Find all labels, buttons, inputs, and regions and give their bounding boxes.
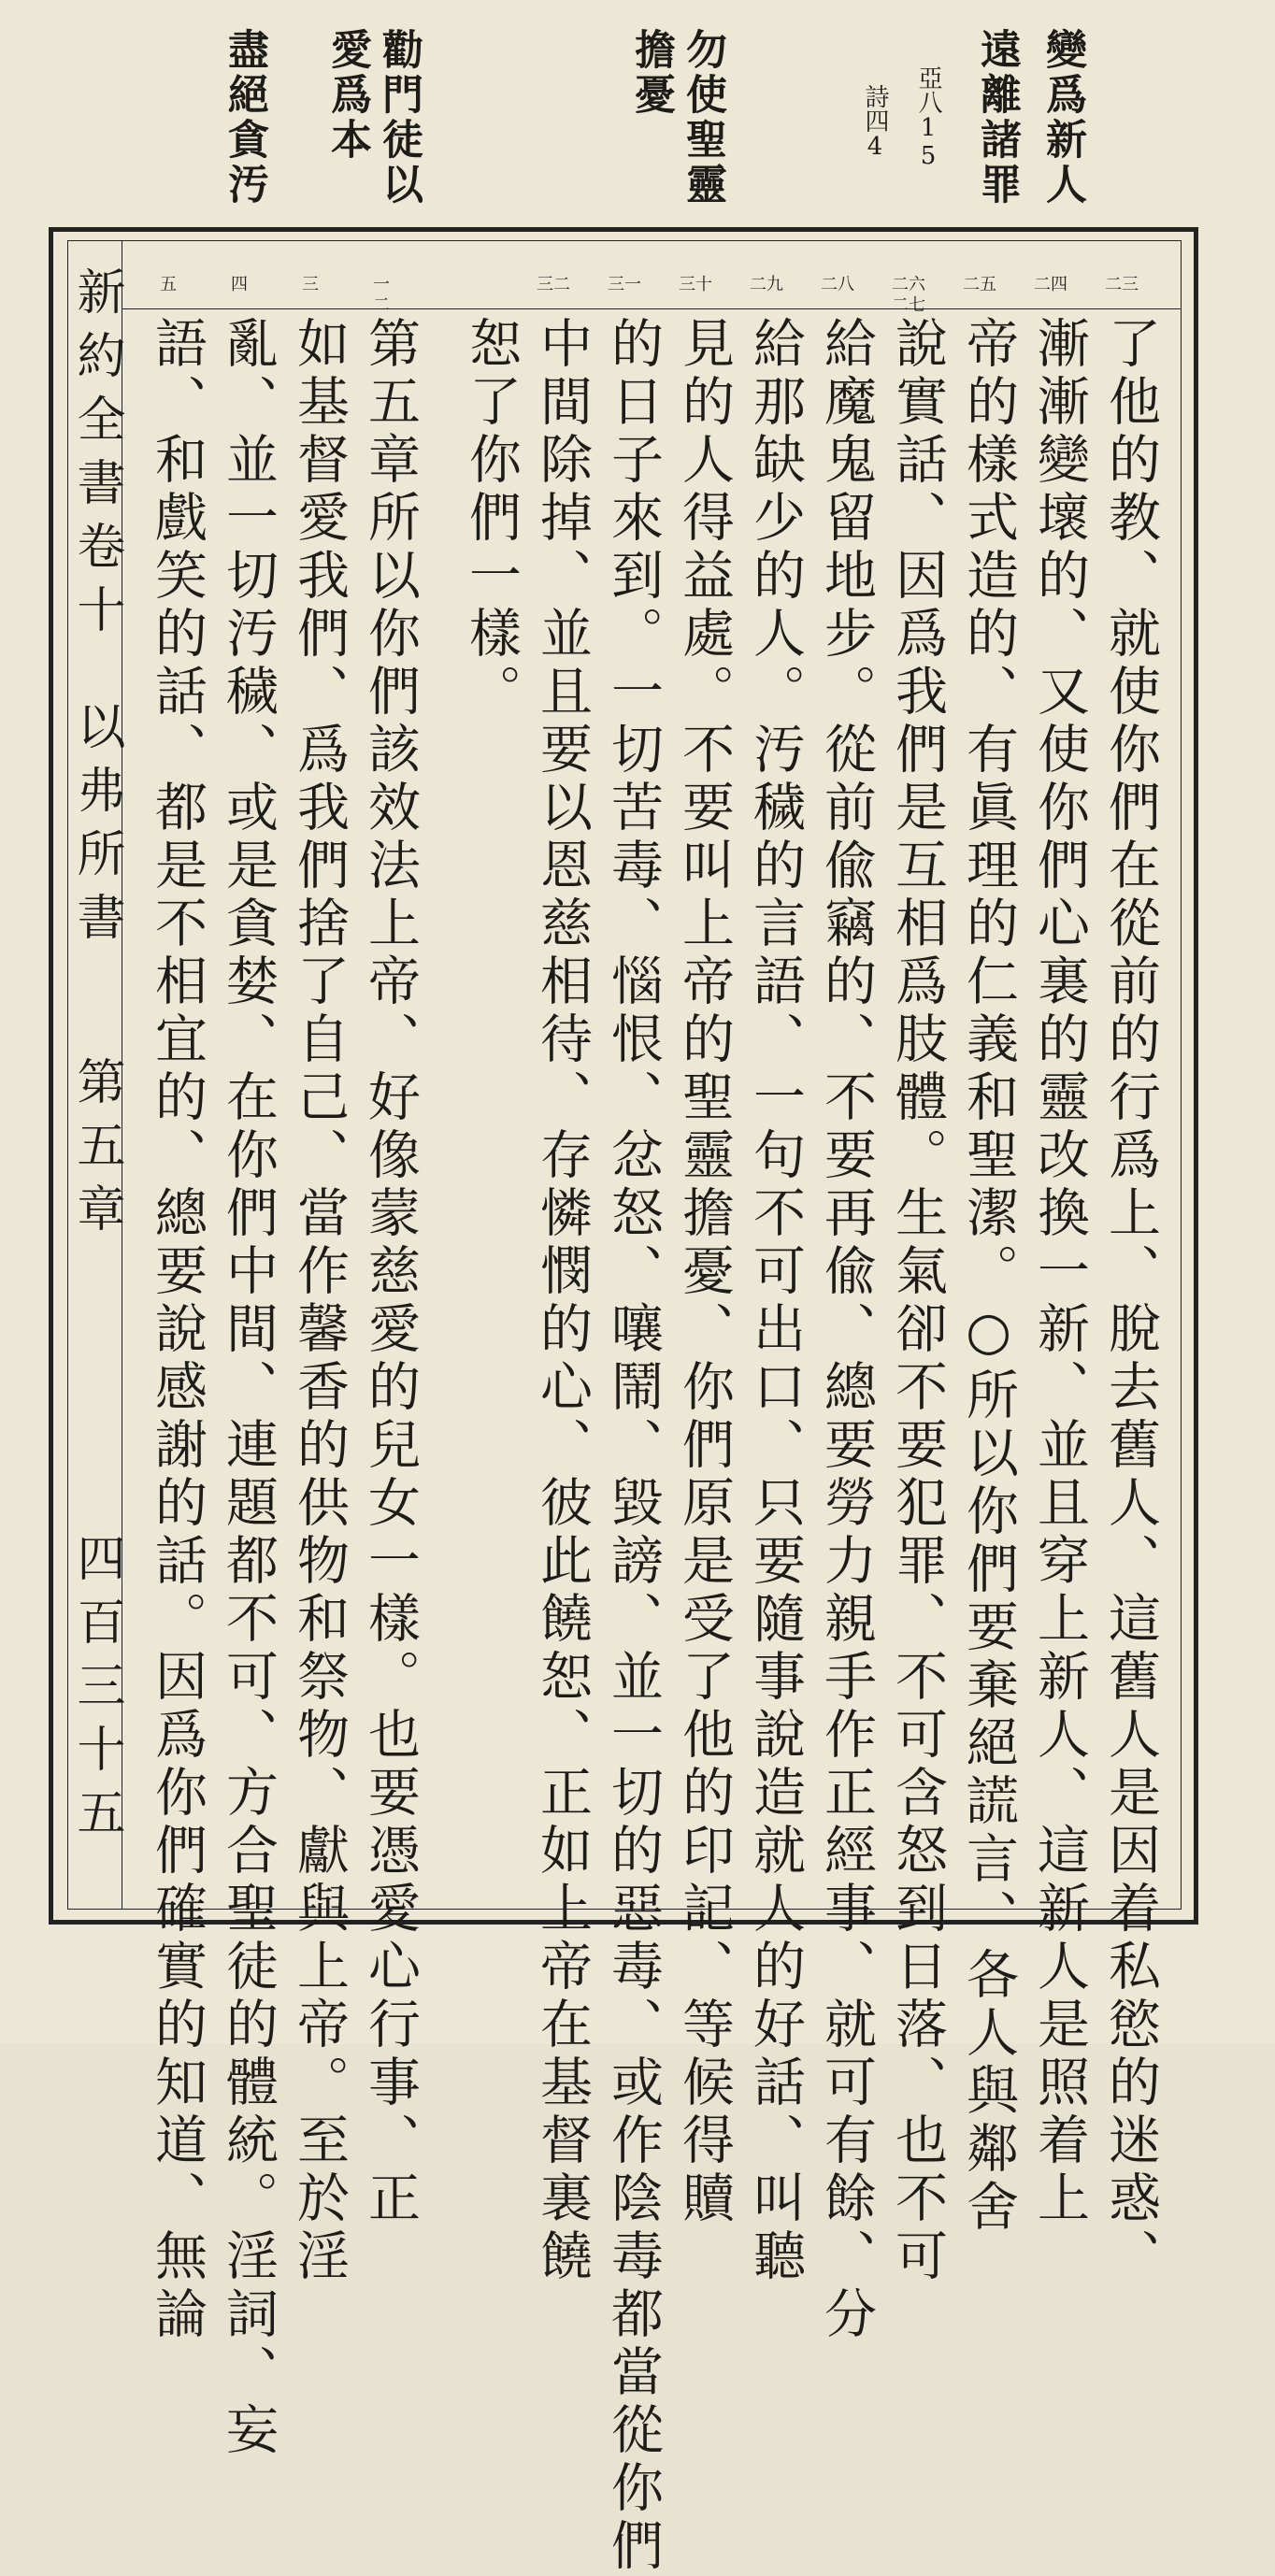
text-column-6: 給那缺少的人。汚穢的言語、一句不可出口、只要隨事說造就人的好話、叫聽 xyxy=(745,316,806,2286)
top-note-ref-2: 詩四4 xyxy=(861,84,889,161)
verse-number: 二九 xyxy=(750,275,783,294)
verse-number: 二六 xyxy=(892,275,925,294)
text-column-11: 第五章所以你們該效法上帝、好像蒙慈愛的兒女一樣。也要憑愛心行事、正 xyxy=(360,316,421,2228)
top-note-3: 勿使聖靈 xyxy=(679,28,726,208)
verse-number: 二三 xyxy=(1105,275,1139,294)
book-name: 以弗所書 xyxy=(68,701,124,955)
top-note-ref-1: 亞八15 xyxy=(914,65,942,170)
text-column-13: 亂、並一切汚穢、或是貪婪、在你們中間、連題都不可、方合聖徒的體統。淫詞、妄 xyxy=(218,316,279,2460)
text-column-9: 中間除掉、並且要以恩慈相待、存憐憫的心、彼此饒恕、正如上帝在基督裏饒 xyxy=(532,316,593,2286)
text-column-1: 了他的教、就使你們在從前的行爲上、脫去舊人、這舊人是因着私慾的迷惑、 xyxy=(1100,316,1161,2286)
text-column-7: 見的人得益處。不要叫上帝的聖靈擔憂、你們原是受了他的印記、等候得贖 xyxy=(674,316,735,2228)
verse-number: 二八 xyxy=(821,275,854,294)
verse-number: 四 xyxy=(231,275,248,294)
verse-number: 三一 xyxy=(608,275,641,294)
verse-number: 三 xyxy=(302,275,319,294)
text-column-12: 如基督愛我們、爲我們捨了自己、當作馨香的供物和祭物、獻與上帝。至於淫 xyxy=(289,316,350,2286)
top-note-6: 愛爲本 xyxy=(323,28,371,163)
text-column-5: 給魔鬼留地步。從前偸竊的、不要再偸、總要勞力親手作正經事、就可有餘、分 xyxy=(816,316,877,2344)
page-number: 四百三十五 xyxy=(68,1533,124,1851)
top-note-7: 盡絕貪汚 xyxy=(221,28,268,208)
verse-number: 二五 xyxy=(963,275,996,294)
verse-number: 二四 xyxy=(1034,275,1067,294)
text-column-14: 語、和戲笑的話、都是不相宜的、總要說感謝的話。因爲你們確實的知道、無論 xyxy=(147,316,208,2344)
top-note-1: 變爲新人 xyxy=(1039,28,1086,208)
book-title: 新約全書卷十 xyxy=(68,266,124,648)
top-note-4: 擔憂 xyxy=(627,28,675,118)
verse-number: 二 xyxy=(373,295,390,315)
chapter-label: 第五章 xyxy=(68,1056,124,1247)
text-column-8: 的日子來到。一切苦毒、惱恨、忿怒、嚷鬧、毀謗、並一切的惡毒、或作陰毒都當從你們 xyxy=(603,316,664,2576)
verse-number: 二七 xyxy=(892,295,925,315)
verse-number: 三二 xyxy=(537,275,570,294)
text-column-4: 說實話、因爲我們是互相爲肢體。生氣卻不要犯罪、不可含怒到日落、也不可 xyxy=(887,316,948,2286)
verse-number: 五 xyxy=(160,275,177,294)
top-note-5: 勸門徒以 xyxy=(375,28,423,208)
text-column-10: 恕了你們一樣。 xyxy=(461,316,522,722)
text-column-2: 漸漸變壞的、又使你們心裏的靈改換一新、並且穿上新人、這新人是照着上 xyxy=(1029,316,1090,2228)
verse-number: 一 xyxy=(373,275,390,294)
top-note-2: 遠離諸罪 xyxy=(973,28,1021,208)
verse-number: 三十 xyxy=(679,275,712,294)
verse-number-rule xyxy=(122,308,1182,309)
text-column-3: 帝的樣式造的、有眞理的仁義和聖潔。○所以你們要棄絕謊言、各人與鄰舍 xyxy=(958,316,1019,2237)
